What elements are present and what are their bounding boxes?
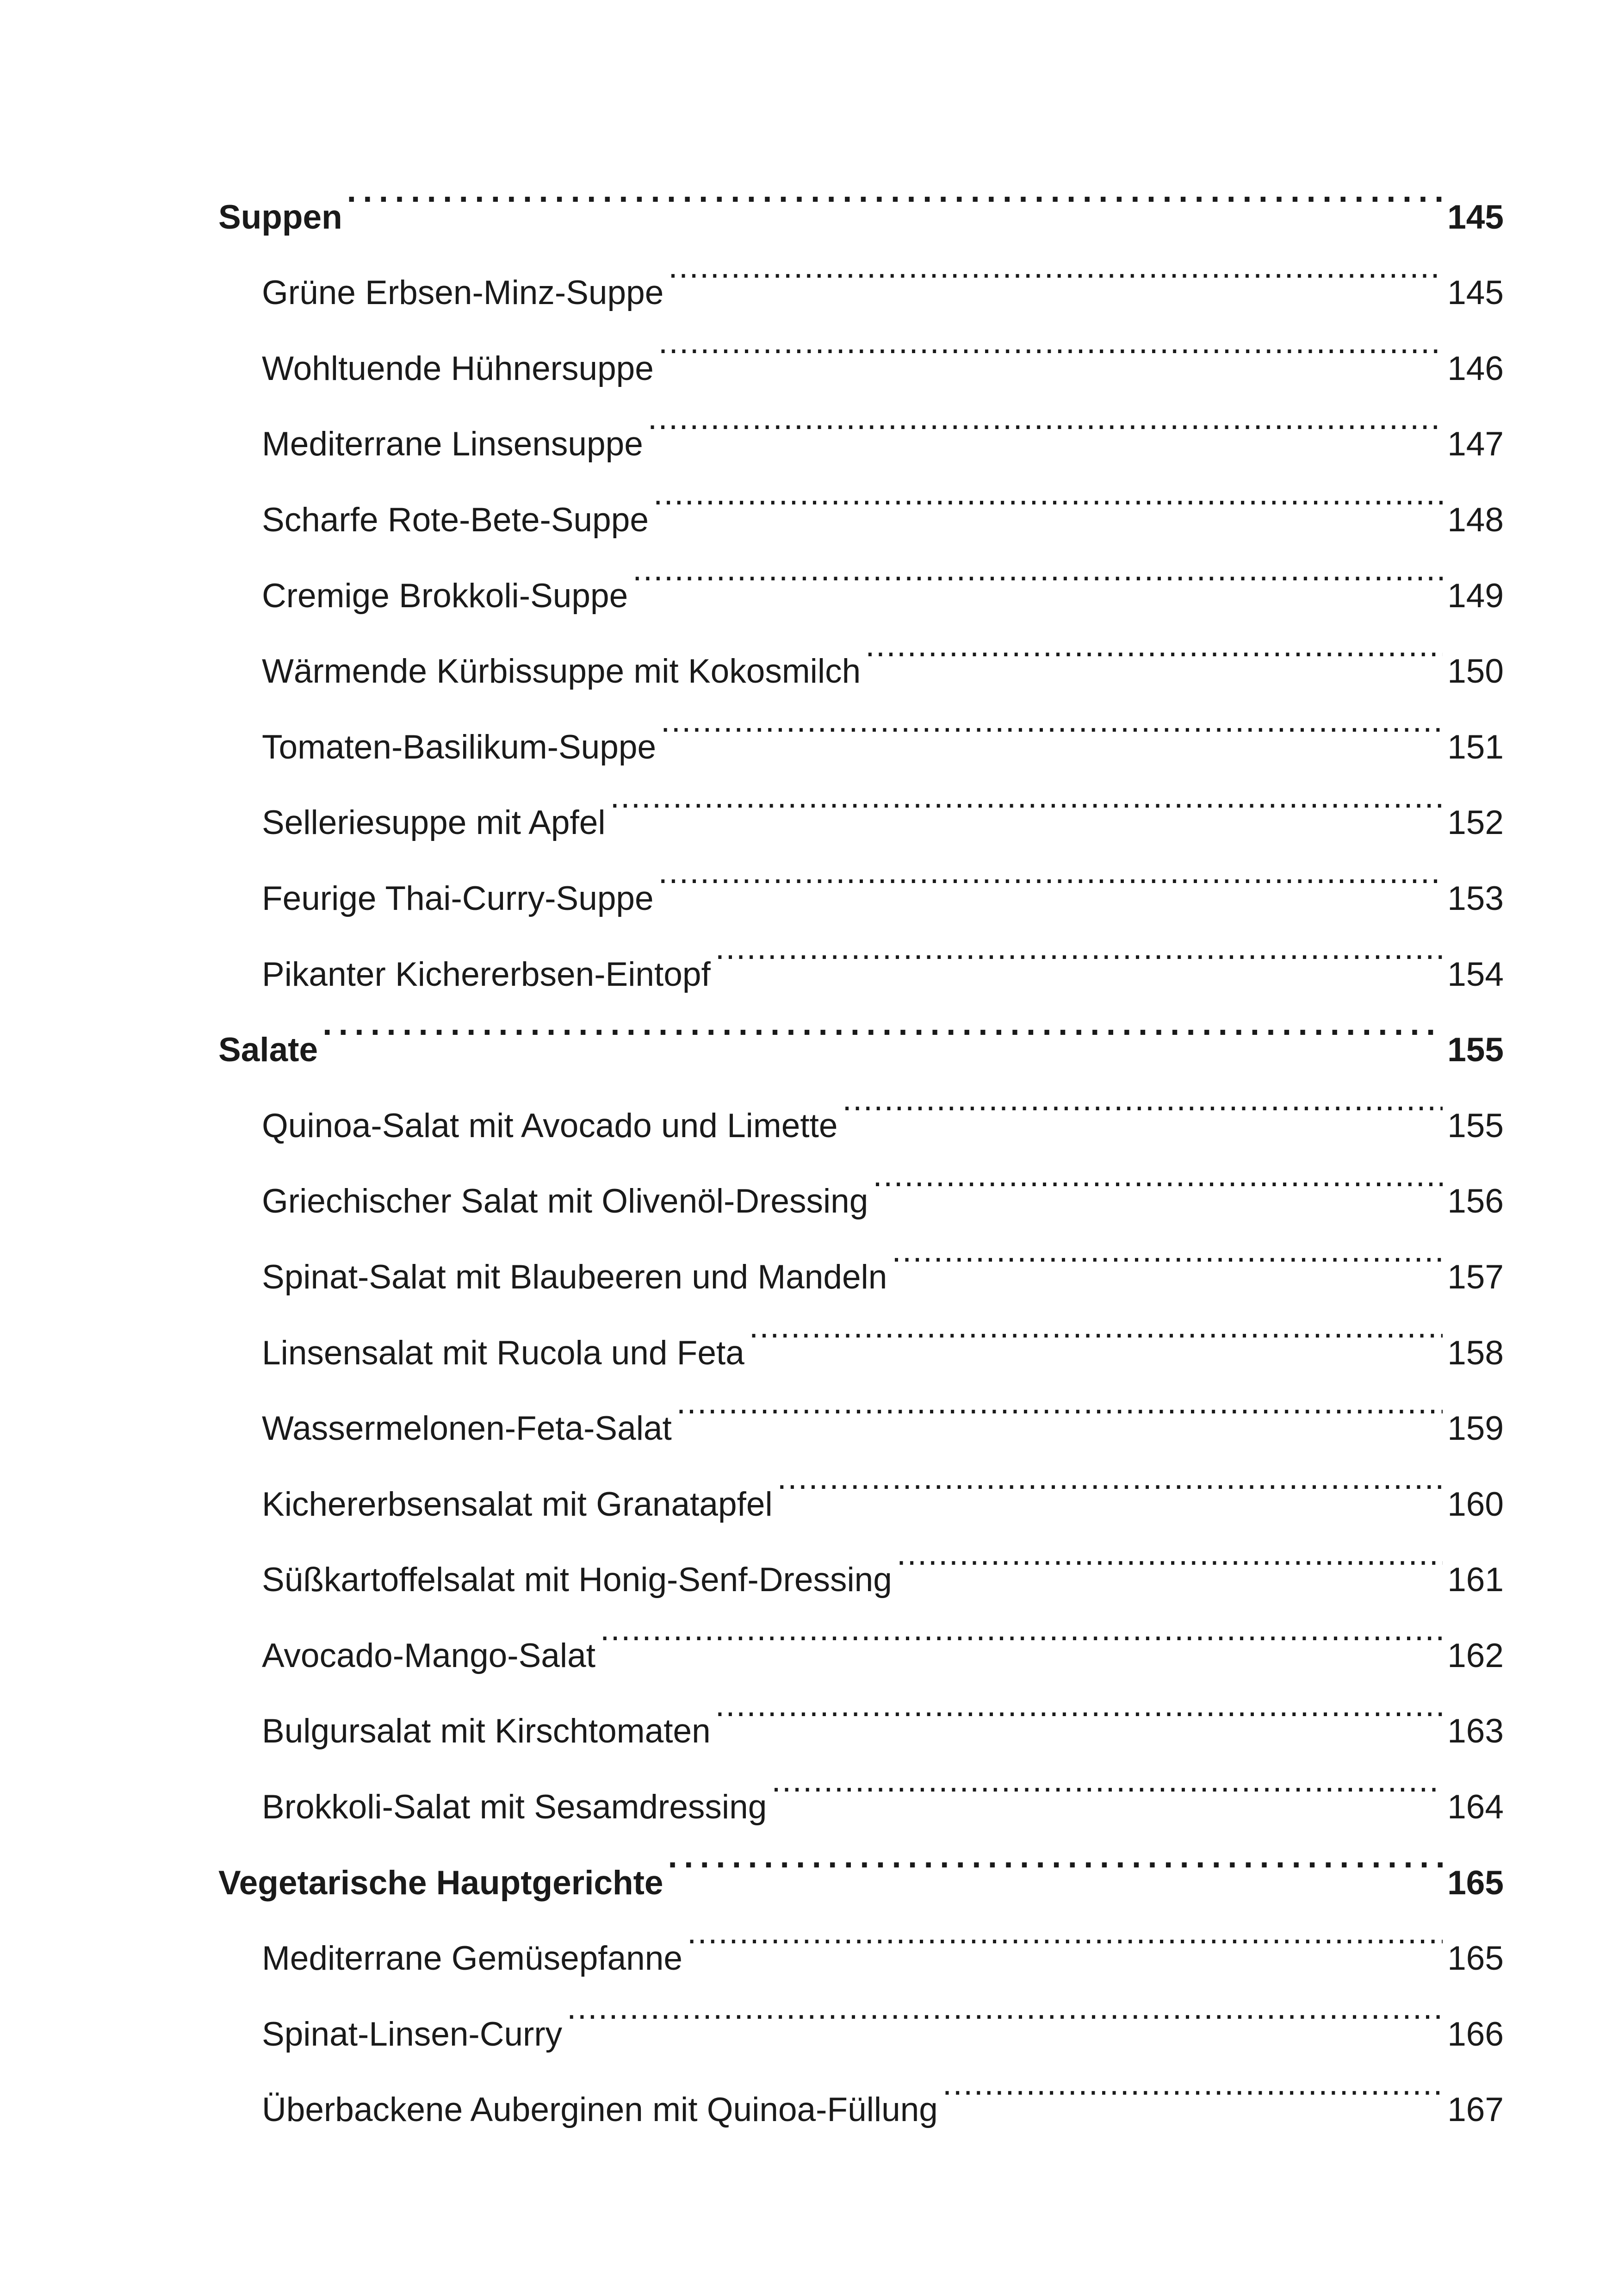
toc-entry-title: Spinat-Salat mit Blaubeeren und Mandeln — [262, 1258, 887, 1296]
toc-leader-dots — [749, 1288, 1443, 1364]
toc-leader-dots — [347, 153, 1443, 229]
toc-entry-title: Cremige Brokkoli-Suppe — [262, 577, 628, 615]
toc-page-number: 151 — [1447, 728, 1504, 766]
toc-leader-dots — [865, 607, 1443, 683]
toc-leader-dots — [942, 2046, 1443, 2122]
toc-page-number: 145 — [1447, 198, 1504, 236]
toc-entry[interactable] — [218, 229, 1504, 312]
toc-page-number: 149 — [1447, 577, 1504, 615]
toc-entry-title: Süßkartoffelsalat mit Honig-Senf-Dressing — [262, 1561, 892, 1599]
toc-entry-title: Mediterrane Linsensuppe — [262, 425, 643, 463]
toc-section-suppen[interactable] — [218, 153, 1504, 236]
toc-leader-dots — [771, 1742, 1443, 1818]
toc-entry-title: Brokkoli-Salat mit Sesamdressing — [262, 1788, 767, 1826]
toc-page-number: 146 — [1447, 349, 1504, 387]
toc-page-number: 167 — [1447, 2091, 1504, 2129]
toc-page-number: 162 — [1447, 1636, 1504, 1674]
toc-entry-title: Feurige Thai-Curry-Suppe — [262, 879, 654, 917]
toc-page-number: 154 — [1447, 955, 1504, 993]
toc-leader-dots — [653, 455, 1443, 531]
toc-leader-dots — [658, 304, 1443, 380]
toc-leader-dots — [322, 986, 1443, 1062]
toc-entry-title: Wassermelonen-Feta-Salat — [262, 1410, 672, 1448]
toc-leader-dots — [897, 1516, 1443, 1592]
toc-leader-dots — [668, 1818, 1443, 1894]
toc-page-number: 156 — [1447, 1182, 1504, 1220]
toc-page-number: 152 — [1447, 804, 1504, 842]
toc-entry[interactable] — [218, 1061, 1504, 1145]
toc-section-title: Salate — [218, 1031, 318, 1069]
toc-page-number: 159 — [1447, 1410, 1504, 1448]
toc-entry-title: Grüne Erbsen-Minz-Suppe — [262, 274, 664, 312]
toc-page-number: 153 — [1447, 879, 1504, 917]
toc-entry-title: Pikanter Kichererbsen-Eintopf — [262, 955, 711, 993]
toc-entry-title: Wärmende Kürbissuppe mit Kokosmilch — [262, 653, 861, 691]
toc-leader-dots — [892, 1213, 1443, 1288]
toc-leader-dots — [648, 380, 1443, 456]
toc-page-number: 145 — [1447, 274, 1504, 312]
toc-entry-title: Avocado-Mango-Salat — [262, 1636, 595, 1674]
toc-entry-title: Kichererbsensalat mit Granatapfel — [262, 1485, 773, 1523]
toc-leader-dots — [777, 1440, 1443, 1516]
toc-section-title: Vegetarische Hauptgerichte — [218, 1864, 663, 1902]
toc-page-number: 158 — [1447, 1334, 1504, 1372]
toc-leader-dots — [610, 759, 1443, 834]
toc-entry-title: Selleriesuppe mit Apfel — [262, 804, 606, 842]
toc-leader-dots — [715, 1667, 1443, 1743]
toc-entry-title: Mediterrane Gemüsepfanne — [262, 1940, 682, 1978]
toc-leader-dots — [676, 1364, 1443, 1440]
toc-page-number: 161 — [1447, 1561, 1504, 1599]
toc-entry-title: Quinoa-Salat mit Avocado und Limette — [262, 1107, 838, 1145]
toc-entry-title: Wohltuende Hühnersuppe — [262, 349, 654, 387]
toc-leader-dots — [873, 1137, 1443, 1213]
toc-leader-dots — [668, 229, 1443, 305]
toc-leader-dots — [658, 834, 1443, 910]
toc-page-number: 166 — [1447, 2015, 1504, 2053]
toc-leader-dots — [715, 910, 1443, 986]
toc-entry-title: Tomaten-Basilikum-Suppe — [262, 728, 657, 766]
toc-leader-dots — [567, 1970, 1443, 2046]
toc-section-title: Suppen — [218, 198, 342, 236]
toc-page-number: 165 — [1447, 1940, 1504, 1978]
toc-page-number: 148 — [1447, 501, 1504, 539]
toc-leader-dots — [661, 683, 1443, 759]
toc-entry-title: Linsensalat mit Rucola und Feta — [262, 1334, 744, 1372]
toc-page-number: 155 — [1447, 1031, 1504, 1069]
toc-section-salate[interactable] — [218, 986, 1504, 1069]
toc-page-number: 150 — [1447, 653, 1504, 691]
toc-entry-title: Überbackene Auberginen mit Quinoa-Füllung — [262, 2091, 938, 2129]
toc-page-number: 164 — [1447, 1788, 1504, 1826]
toc-leader-dots — [632, 531, 1443, 607]
toc-page-number: 160 — [1447, 1485, 1504, 1523]
toc-page-number: 147 — [1447, 425, 1504, 463]
toc-page-number: 155 — [1447, 1107, 1504, 1145]
toc-leader-dots — [687, 1894, 1443, 1970]
toc-entry-title: Scharfe Rote-Bete-Suppe — [262, 501, 649, 539]
toc-entry-title: Griechischer Salat mit Olivenöl-Dressing — [262, 1182, 868, 1220]
toc-page-number: 163 — [1447, 1712, 1504, 1750]
toc-page-number: 157 — [1447, 1258, 1504, 1296]
toc-entry-title: Spinat-Linsen-Curry — [262, 2015, 563, 2053]
table-of-contents — [218, 153, 1504, 2129]
toc-leader-dots — [600, 1591, 1443, 1667]
toc-page-number: 165 — [1447, 1864, 1504, 1902]
toc-entry-title: Bulgursalat mit Kirschtomaten — [262, 1712, 711, 1750]
toc-leader-dots — [842, 1061, 1443, 1137]
